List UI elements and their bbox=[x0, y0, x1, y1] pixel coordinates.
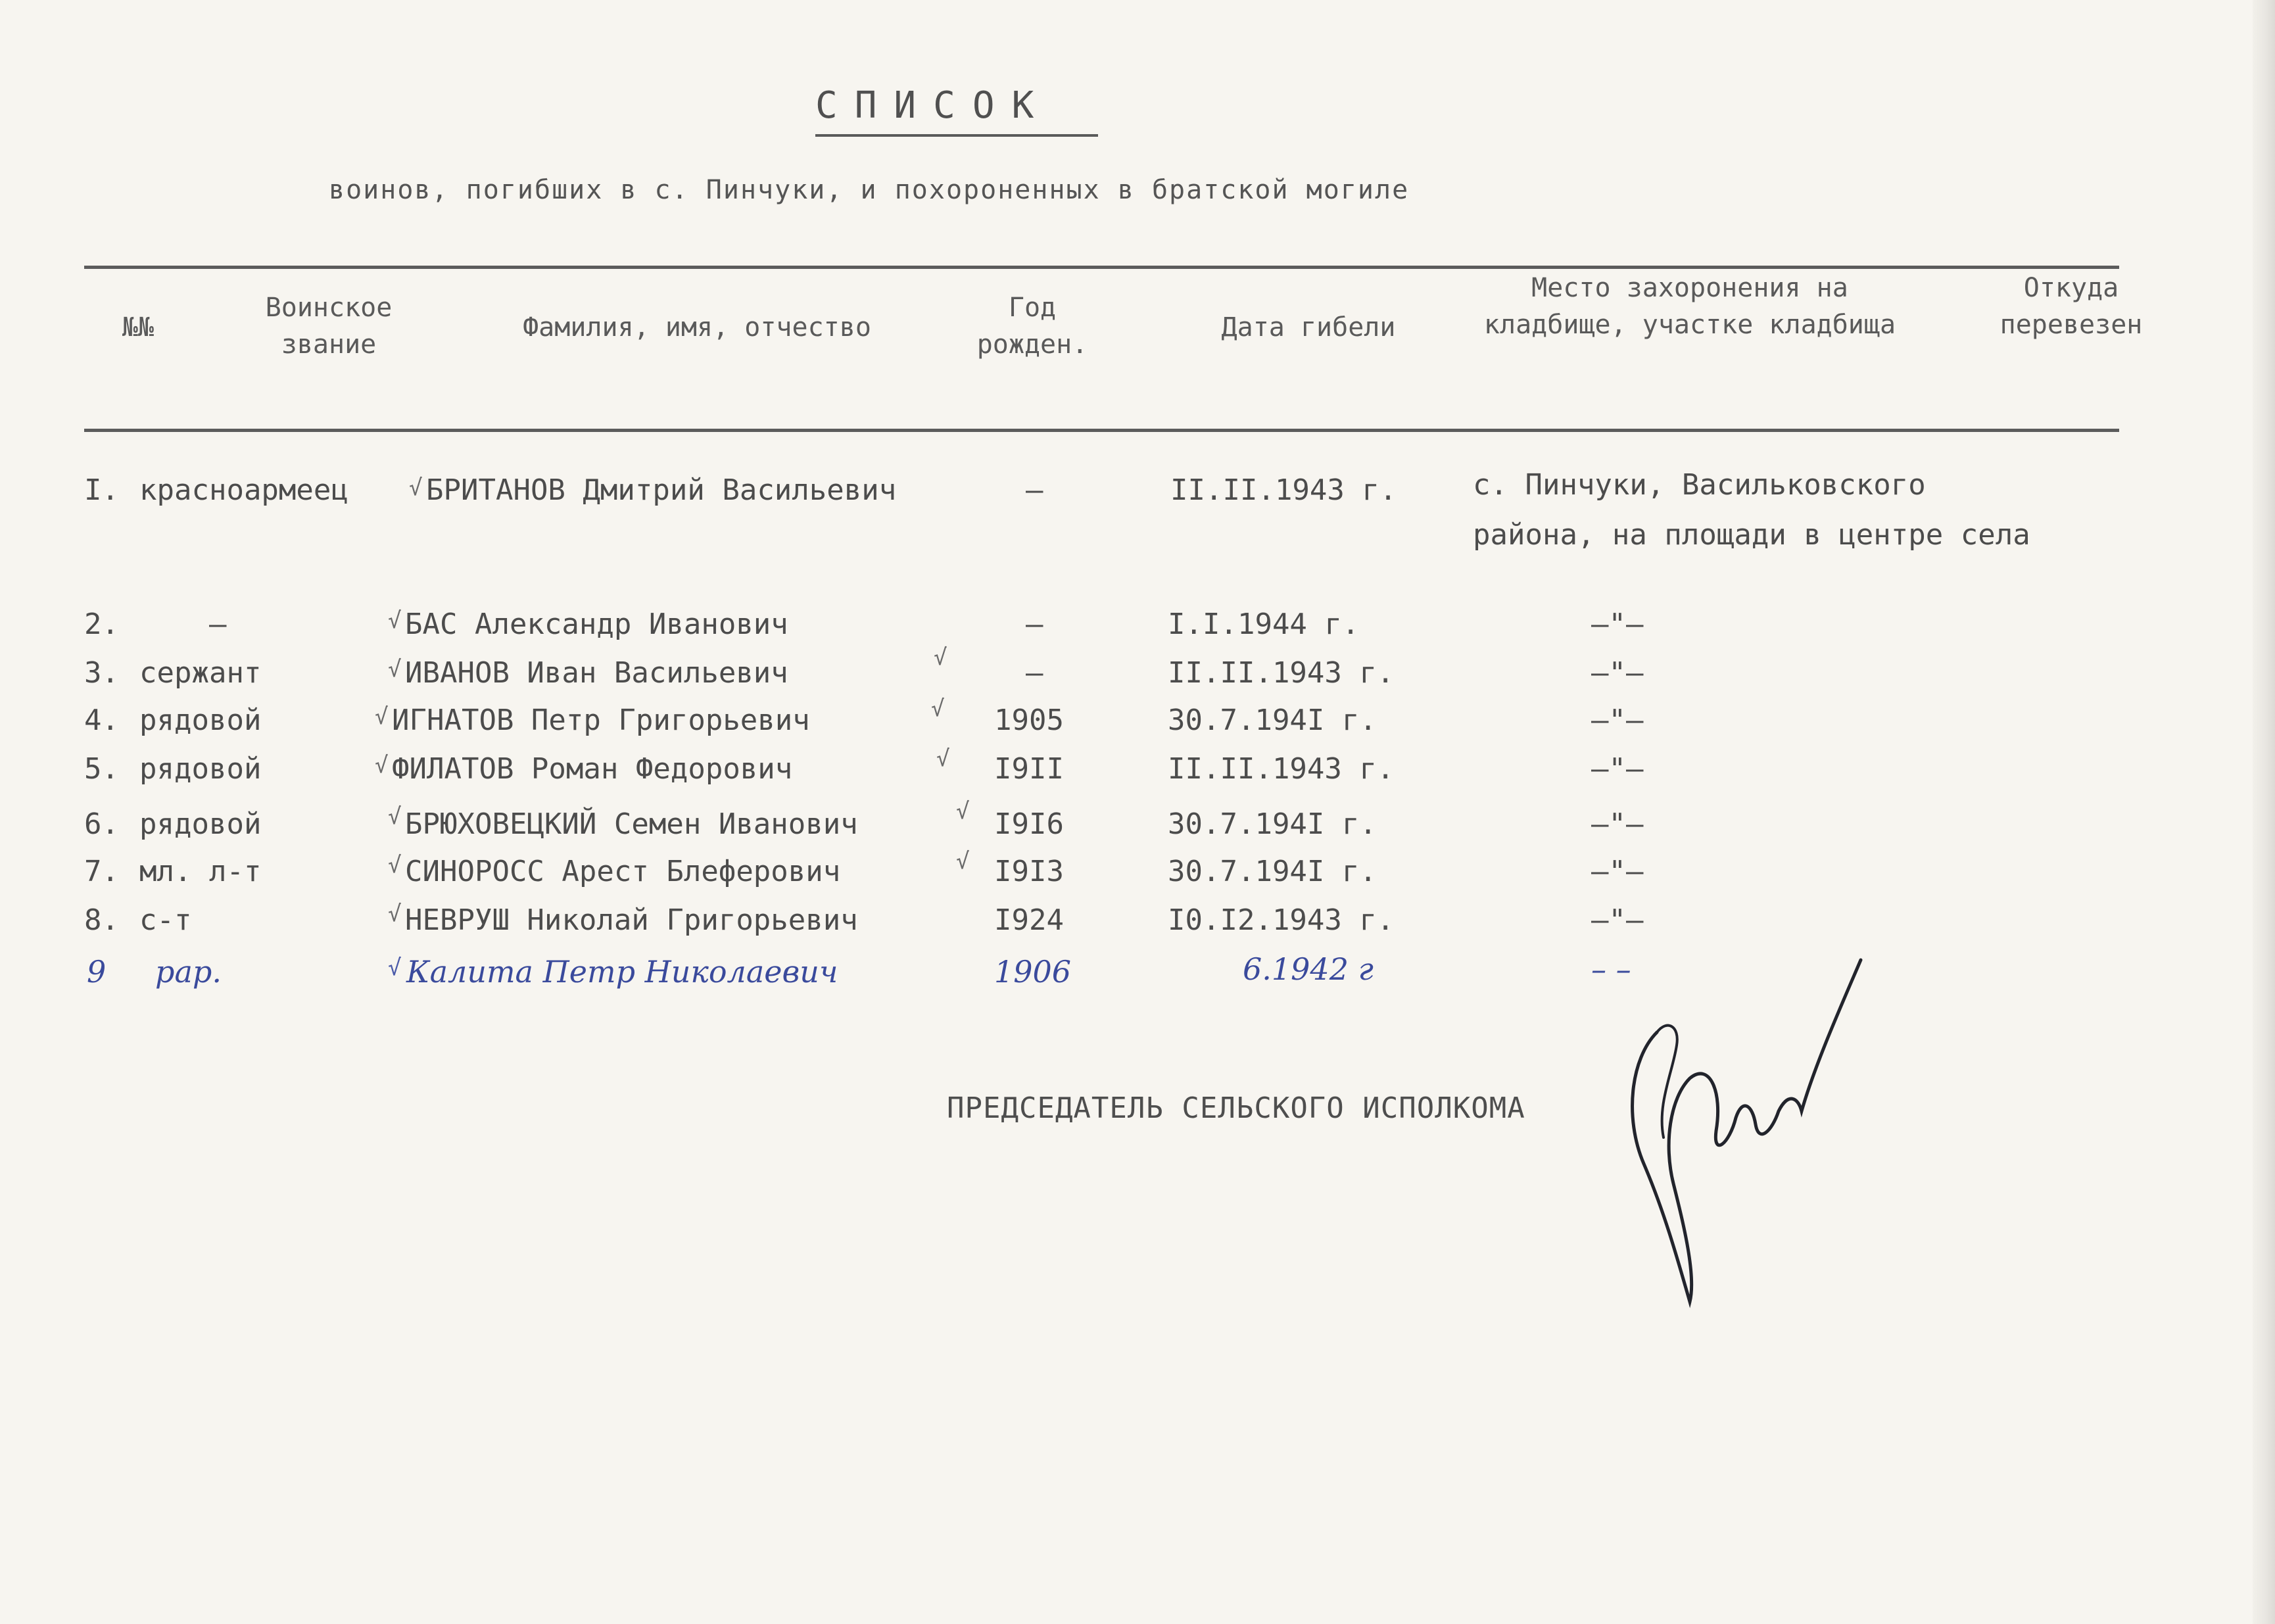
chairman-label: ПРЕДСЕДАТЕЛЬ СЕЛЬСКОГО ИСПОЛКОМА bbox=[947, 1091, 1525, 1125]
check-mark: √ bbox=[409, 475, 423, 501]
check-mark: √ bbox=[375, 704, 389, 730]
row-2-name: БАС Александр Иванович bbox=[405, 608, 788, 641]
check-mark: √ bbox=[388, 656, 402, 682]
check-mark: √ bbox=[956, 798, 970, 824]
row-3-birth: – bbox=[1026, 656, 1043, 690]
check-mark: √ bbox=[936, 746, 950, 772]
row-2-birth: – bbox=[1026, 608, 1043, 641]
row-5-num: 5. bbox=[84, 752, 119, 786]
row-3-burial: –"– bbox=[1591, 656, 1644, 690]
row-8-rank: с-т bbox=[139, 903, 192, 937]
signature bbox=[1617, 947, 1867, 1315]
row-7-rank: мл. л-т bbox=[139, 855, 262, 888]
header-burial: Место захоронения на кладбище, участке кладбища bbox=[1483, 273, 1896, 340]
check-mark: √ bbox=[388, 901, 402, 927]
check-mark: √ bbox=[388, 803, 402, 830]
row-8-death: I0.I2.1943 г. bbox=[1168, 903, 1395, 937]
row-8-birth: I924 bbox=[994, 903, 1064, 937]
row-7-death: 30.7.194I г. bbox=[1168, 855, 1377, 888]
row-9-death: 6.1942 г bbox=[1243, 951, 1374, 987]
row-7-num: 7. bbox=[84, 855, 119, 888]
row-4-death: 30.7.194I г. bbox=[1168, 704, 1377, 737]
row-8-burial: –"– bbox=[1591, 903, 1644, 937]
row-8-num: 8. bbox=[84, 903, 119, 937]
row-6-rank: рядовой bbox=[139, 807, 262, 841]
row-3-num: 3. bbox=[84, 656, 119, 690]
row-3-rank: сержант bbox=[139, 656, 262, 690]
row-3-name: ИВАНОВ Иван Васильевич bbox=[405, 656, 788, 690]
row-9-rank: рар. bbox=[155, 954, 222, 990]
row-1-birth: – bbox=[1026, 473, 1043, 507]
row-6-num: 6. bbox=[84, 807, 119, 841]
check-mark: √ bbox=[956, 848, 970, 874]
row-1-rank: красноармеец bbox=[139, 473, 348, 507]
check-mark: √ bbox=[375, 752, 389, 778]
row-1-burial-place: с. Пинчуки, Васильковского района, на площади в центре села bbox=[1473, 468, 2030, 552]
row-4-burial: –"– bbox=[1591, 704, 1644, 737]
header-from: Откуда перевезен bbox=[2000, 273, 2143, 340]
header-num: №№ bbox=[122, 312, 155, 343]
row-3-death: II.II.1943 г. bbox=[1168, 656, 1395, 690]
row-1-name: БРИТАНОВ Дмитрий Васильевич bbox=[426, 473, 897, 507]
check-mark: √ bbox=[931, 696, 945, 722]
row-9-burial: – – bbox=[1591, 951, 1631, 987]
row-9-num: 9 bbox=[87, 954, 107, 990]
row-2-num: 2. bbox=[84, 608, 119, 641]
row-6-name: БРЮХОВЕЦКИЙ Семен Иванович bbox=[405, 807, 858, 841]
row-5-name: ФИЛАТОВ Роман Федорович bbox=[392, 752, 793, 786]
row-7-birth: I9I3 bbox=[994, 855, 1064, 888]
row-7-burial: –"– bbox=[1591, 855, 1644, 888]
row-9-birth: 1906 bbox=[994, 954, 1072, 990]
row-1-death: II.II.1943 г. bbox=[1170, 473, 1397, 507]
check-mark: √ bbox=[934, 644, 947, 671]
row-5-burial: –"– bbox=[1591, 752, 1644, 786]
row-5-rank: рядовой bbox=[139, 752, 262, 786]
header-birth: Год рожден. bbox=[976, 293, 1088, 360]
header-rank: Воинское звание bbox=[265, 293, 393, 360]
row-4-rank: рядовой bbox=[139, 704, 262, 737]
paper-edge bbox=[2253, 0, 2275, 1624]
row-2-death: I.I.1944 г. bbox=[1168, 608, 1360, 641]
row-9-name: Калита Петр Николаевич bbox=[406, 954, 838, 990]
row-4-num: 4. bbox=[84, 704, 119, 737]
row-6-death: 30.7.194I г. bbox=[1168, 807, 1377, 841]
row-8-name: НЕВРУШ Николай Григорьевич bbox=[405, 903, 858, 937]
document-subtitle: воинов, погибших в с. Пинчуки, и похороненных в братской могиле bbox=[329, 175, 1410, 205]
header-death: Дата гибели bbox=[1221, 312, 1396, 343]
row-5-death: II.II.1943 г. bbox=[1168, 752, 1395, 786]
row-7-name: СИНОРОСС Арест Блеферович bbox=[405, 855, 841, 888]
table-top-rule bbox=[84, 266, 2119, 269]
check-mark: √ bbox=[388, 852, 402, 878]
header-name: Фамилия, имя, отчество bbox=[523, 312, 871, 343]
row-6-birth: I9I6 bbox=[994, 807, 1064, 841]
row-4-birth: 1905 bbox=[994, 704, 1064, 737]
document-title: СПИСОК bbox=[815, 84, 1051, 127]
check-mark: √ bbox=[388, 608, 402, 634]
check-mark: √ bbox=[388, 955, 402, 981]
row-6-burial: –"– bbox=[1591, 807, 1644, 841]
title-underline bbox=[815, 134, 1098, 137]
table-header-rule bbox=[84, 429, 2119, 432]
row-5-birth: I9II bbox=[994, 752, 1064, 786]
row-2-burial: –"– bbox=[1591, 608, 1644, 641]
row-2-rank: – bbox=[209, 608, 227, 641]
row-1-num: I. bbox=[84, 473, 119, 507]
row-4-name: ИГНАТОВ Петр Григорьевич bbox=[392, 704, 810, 737]
